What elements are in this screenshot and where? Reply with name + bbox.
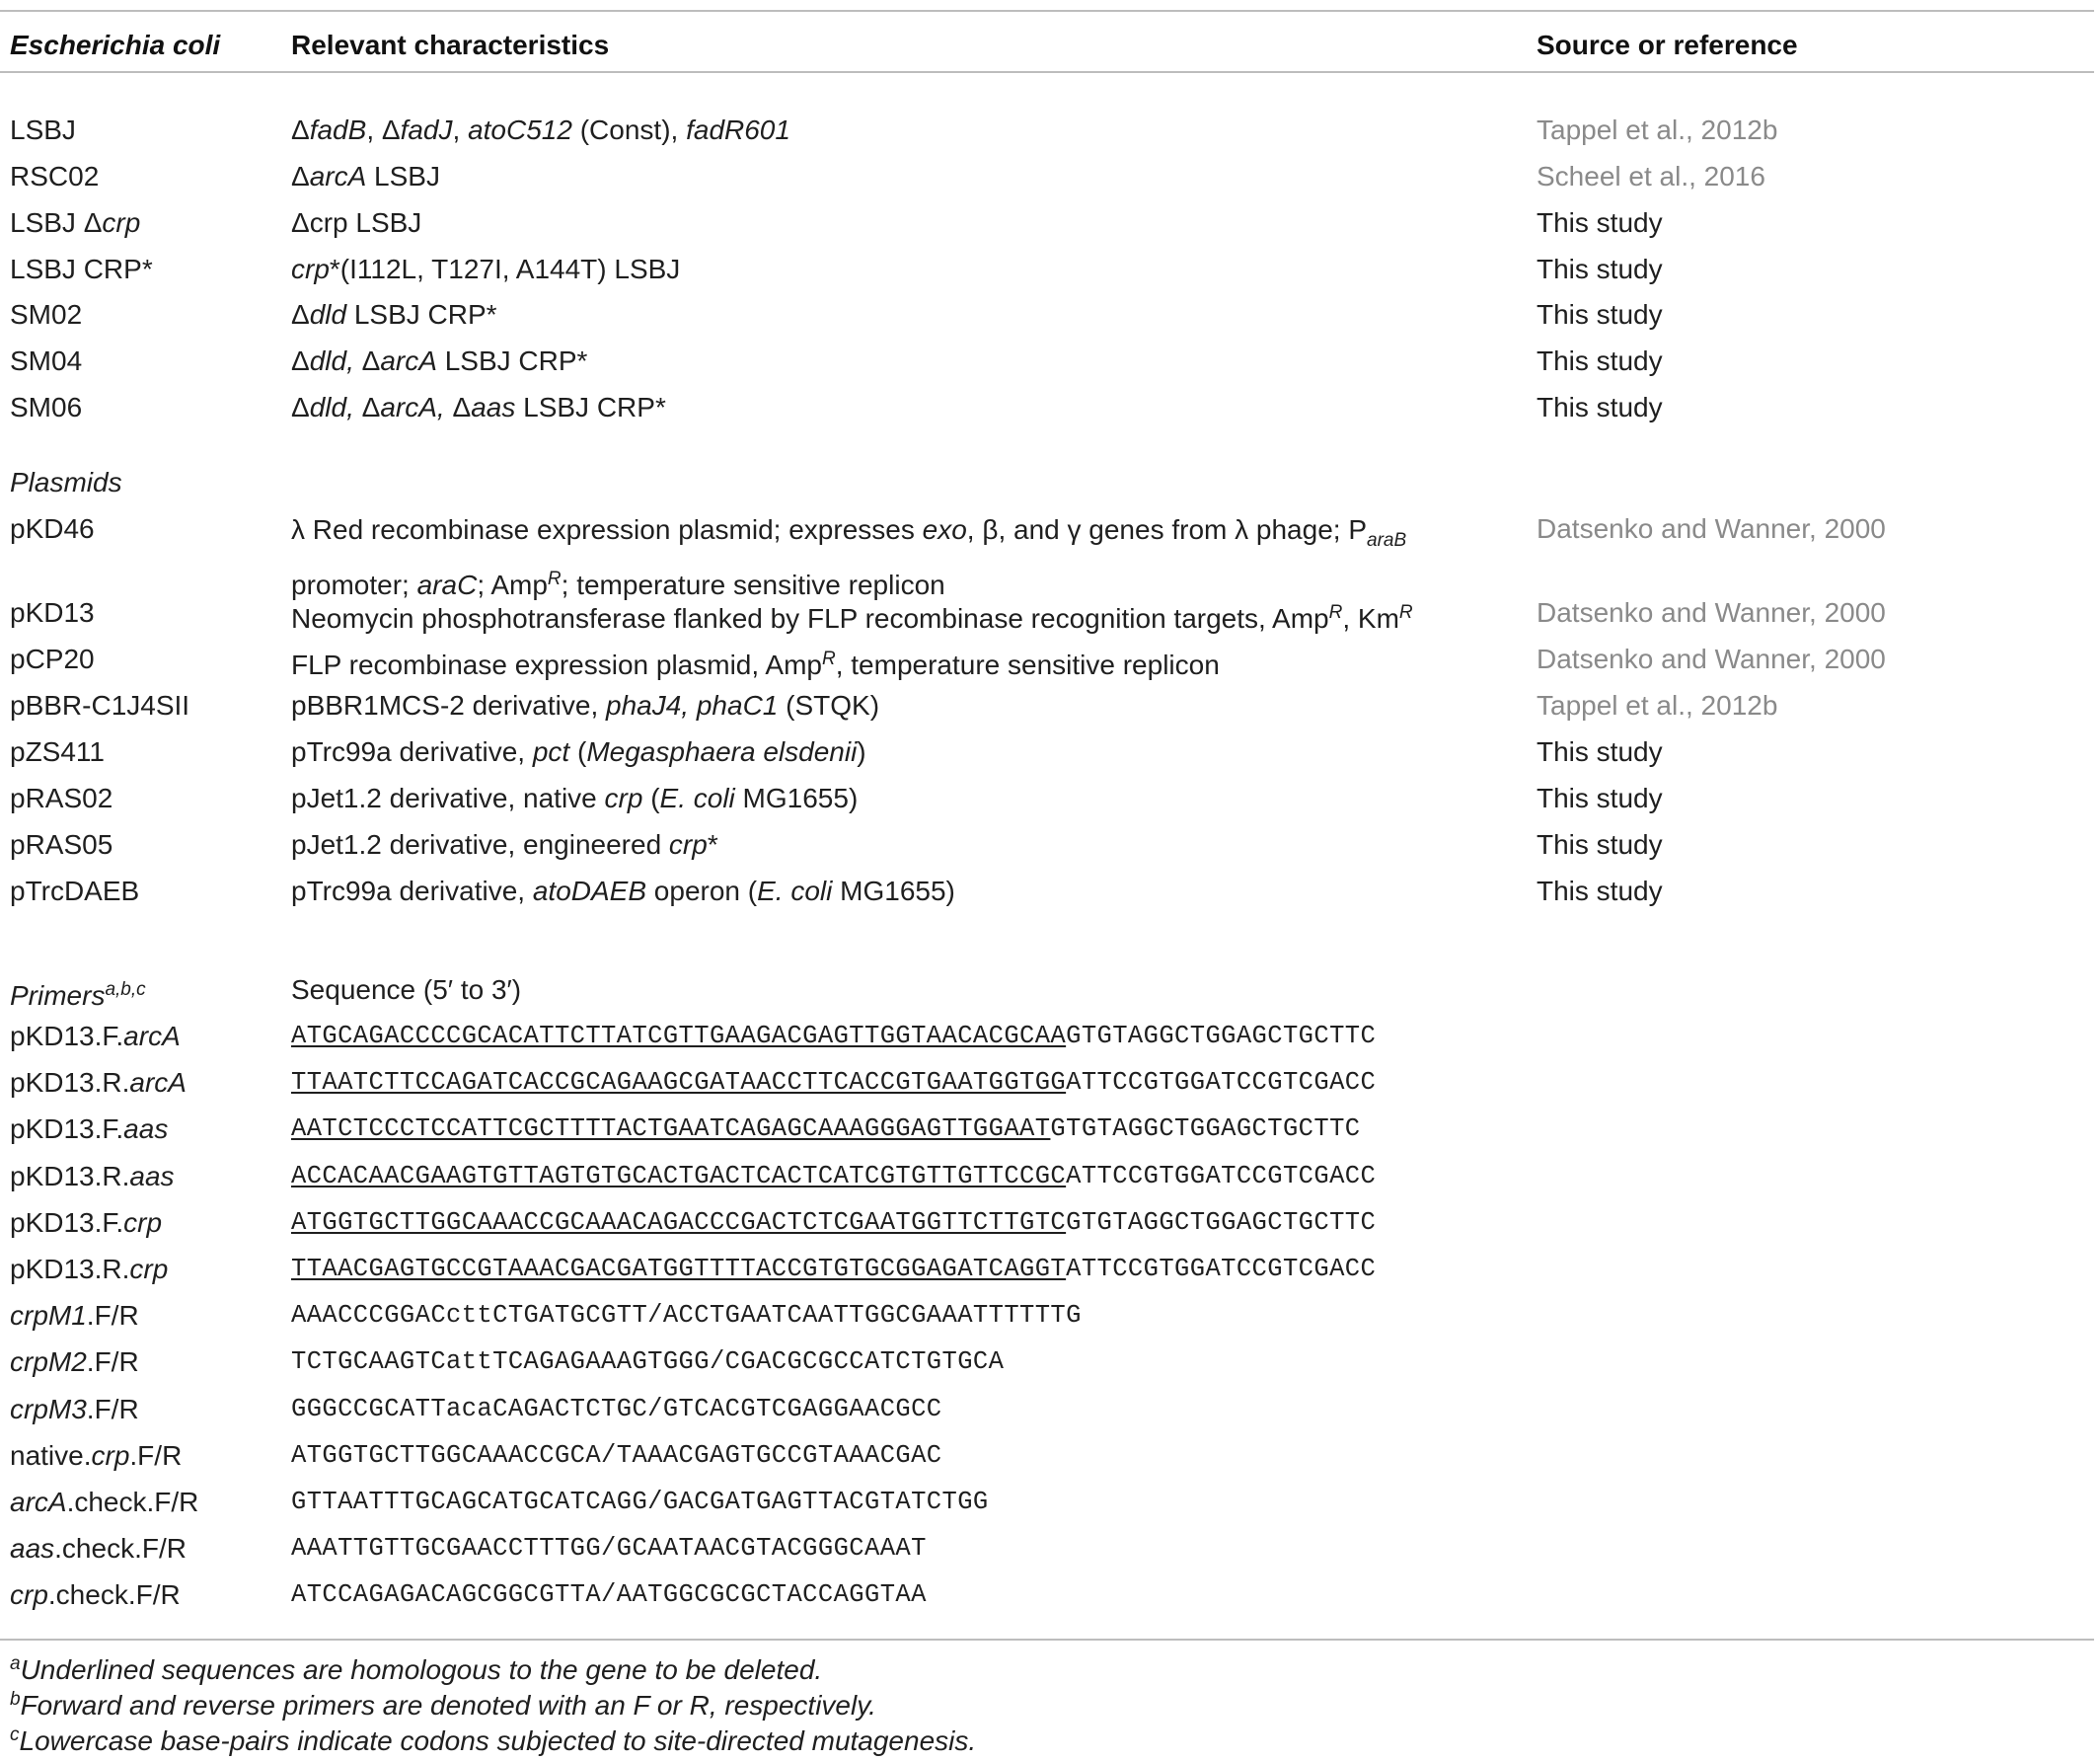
primer-sequence (291, 1153, 1376, 1200)
strain-characteristics-part: *(I112L, T127I, A144T) LSBJ (329, 254, 681, 284)
plasmid-characteristics-part: Neomycin phosphotransferase flanked by FLP recombinase recognition targets, Amp (291, 603, 1329, 634)
primer-name-part: crp (10, 1579, 48, 1611)
strain-reference: This study (1537, 299, 1663, 330)
primer-name-part: .check.F/R (66, 1487, 199, 1517)
plasmid-row (0, 505, 2094, 600)
plasmid-characteristics-part: , β, and γ genes from λ phage; P (966, 514, 1368, 545)
plasmid-characteristics-part: R (1398, 602, 1413, 623)
footnote-mark: a (10, 1653, 21, 1674)
primer-sequence (291, 1525, 927, 1572)
plasmid-characteristics-part: MG1655) (734, 783, 859, 813)
strain-row (0, 246, 2094, 293)
plasmid-characteristics-part: FLP recombinase expression plasmid, Amp (291, 650, 822, 680)
strain-characteristics-part: aas (471, 392, 516, 422)
primer-name-part: crpM3 (10, 1393, 87, 1424)
primer-name-part: pKD13.R. (10, 1067, 130, 1099)
primer-priming-site: ATTCCGTGGATCCGTCGACC (1066, 1161, 1377, 1190)
plasmids-heading-row (0, 459, 2094, 506)
primer-row (0, 1571, 2094, 1619)
strain-characteristics-part: arcA, (380, 392, 445, 422)
primer-name (10, 1571, 181, 1619)
plasmid-reference: This study (1537, 736, 1663, 767)
primer-sequence (291, 1386, 942, 1433)
primer-sequence (291, 1059, 1376, 1107)
primer-row (0, 1199, 2094, 1247)
primer-name-part: .F/R (129, 1439, 183, 1471)
strain-characteristics-part: Δ (291, 345, 310, 376)
plasmid-reference: Datsenko and Wanner, 2000 (1537, 644, 1886, 674)
plasmid-characteristics-part: MG1655) (832, 876, 955, 906)
plasmid-characteristics-part: araB (1367, 530, 1407, 551)
header-rule (0, 71, 2094, 73)
primer-name-part: crpM1 (10, 1300, 87, 1332)
strain-characteristics (291, 107, 790, 154)
primer-priming-site: ATTCCGTGGATCCGTCGACC (1066, 1255, 1377, 1283)
primer-homology-arm: TTAATCTTCCAGATCACCGCAGAAGCGATAACCTTCACCGTGAATGGTGG (291, 1068, 1067, 1098)
primer-sequence (291, 1571, 927, 1619)
plasmid-characteristics (291, 636, 1220, 689)
plasmid-characteristics-part: R (1328, 602, 1343, 623)
primer-priming-site: GTGTAGGCTGGAGCTGCTTC (1050, 1114, 1361, 1144)
strain-characteristics-part: arcA (380, 345, 437, 376)
plasmid-name: pKD46 (10, 513, 95, 544)
strain-characteristics (291, 338, 587, 385)
plasmid-characteristics (291, 868, 955, 915)
primers-heading-sup: a,b,c (105, 979, 146, 1000)
primer-name-part: pKD13.R. (10, 1254, 130, 1284)
primer-row (0, 1246, 2094, 1293)
strain-row (0, 384, 2094, 431)
primer-name-part: .check.F/R (47, 1579, 181, 1611)
primer-priming-site: ATCCAGAGACAGCGGCGTTA/AATGGCGCGCTACCAGGTAA (291, 1580, 927, 1610)
plasmid-characteristics (291, 589, 1413, 643)
plasmid-characteristics-part: phaJ4, phaC1 (606, 690, 779, 721)
plasmid-characteristics-part: ) (857, 736, 866, 767)
primer-name (10, 1013, 181, 1060)
plasmid-row (0, 589, 2094, 637)
primer-homology-arm: AATCTCCCTCCATTCGCTTTTACTGAATCAGAGCAAAGGGAGTTGGAAT (291, 1114, 1051, 1144)
plasmids-heading: Plasmids (10, 467, 122, 498)
primer-sequence (291, 1292, 1082, 1340)
plasmid-characteristics-part: R (547, 569, 562, 589)
plasmid-characteristics-part: exo (922, 514, 967, 545)
primer-row (0, 1292, 2094, 1340)
primer-name-part: arcA (10, 1487, 67, 1517)
strain-row (0, 153, 2094, 200)
primer-row (0, 1106, 2094, 1153)
header-col1: Escherichia coli (10, 30, 221, 60)
plasmid-row (0, 728, 2094, 776)
plasmid-characteristics (291, 821, 718, 869)
primer-priming-site: GTTAATTTGCAGCATGCATCAGG/GACGATGAGTTACGTATCTGG (291, 1488, 989, 1516)
plasmid-characteristics-part: ( (569, 736, 587, 767)
primer-name-part: pKD13.R. (10, 1160, 130, 1191)
primer-name-part: arcA (123, 1021, 181, 1051)
primer-name-part: aas (129, 1160, 175, 1191)
strain-characteristics-part: LSBJ (366, 161, 440, 191)
primer-sequence (291, 1339, 1004, 1386)
plasmid-characteristics-part: , Km (1342, 603, 1399, 634)
strain-characteristics-part: fadJ (400, 115, 453, 145)
primers-heading-label: Primers (10, 980, 106, 1011)
strain-characteristics-part: dld, (309, 345, 354, 376)
strain-row (0, 199, 2094, 247)
primers-heading (10, 966, 146, 1020)
strain-reference: This study (1537, 345, 1663, 376)
primer-name-part: aas (123, 1113, 169, 1145)
primer-name (10, 1153, 175, 1200)
primer-homology-arm: ATGGTGCTTGGCAAACCGCAAACAGACCCGACTCTCGAATGGTTCTTGTC (291, 1207, 1067, 1237)
strain-name: SM02 (10, 299, 83, 330)
primer-row (0, 1153, 2094, 1200)
footnote-text: Forward and reverse primers are denoted with an F or R, respectively. (20, 1690, 876, 1721)
primer-priming-site: GTGTAGGCTGGAGCTGCTTC (1066, 1022, 1377, 1050)
strain-name-part: crp (102, 207, 141, 238)
primer-name-part: aas (10, 1533, 55, 1565)
plasmid-name: pTrcDAEB (10, 876, 140, 906)
primer-sequence (291, 1479, 989, 1526)
primer-name-part: arcA (129, 1067, 187, 1099)
primer-name-part: crp (123, 1206, 163, 1238)
primer-row (0, 1432, 2094, 1480)
primer-homology-arm: ATGCAGACCCCGCACATTCTTATCGTTGAAGACGAGTTGGTAACACGCAA (291, 1022, 1067, 1050)
strain-characteristics (291, 291, 497, 339)
strain-characteristics-part: dld, (309, 392, 354, 422)
primer-name-part: crp (129, 1254, 169, 1284)
footnote-text: Lowercase base-pairs indicate codons subjected to site-directed mutagenesis. (19, 1725, 977, 1756)
plasmid-reference: This study (1537, 876, 1663, 906)
primer-homology-arm: ACCACAACGAAGTGTTAGTGTGCACTGACTCACTCATCGTGTTGTTCCGC (291, 1161, 1067, 1190)
primer-name-part: pKD13.F. (10, 1021, 124, 1051)
primer-row (0, 1525, 2094, 1572)
strain-reference: This study (1537, 254, 1663, 284)
strain-name: LSBJ CRP* (10, 254, 153, 284)
primer-row (0, 1386, 2094, 1433)
primer-priming-site: GGGCCGCATTacaCAGACTCTGC/GTCACGTCGAGGAACGCC (291, 1394, 942, 1423)
primers-heading-row (0, 966, 2094, 1014)
strain-characteristics-part: LSBJ CRP* (346, 299, 497, 330)
primer-priming-site: AAATTGTTGCGAACCTTTGG/GCAATAACGTACGGGCAAAT (291, 1534, 927, 1564)
strain-characteristics-part: Δcrp LSBJ (291, 207, 422, 238)
strain-reference: Scheel et al., 2016 (1537, 161, 1765, 191)
strain-reference: This study (1537, 207, 1663, 238)
plasmid-characteristics (291, 682, 879, 729)
plasmid-characteristics-part: , temperature sensitive replicon (835, 650, 1220, 680)
primer-name-part: .F/R (86, 1393, 139, 1424)
strain-name: LSBJ (10, 115, 76, 145)
strain-characteristics-part: Δ (291, 115, 310, 145)
plasmid-name: pZS411 (10, 736, 105, 767)
strain-row (0, 107, 2094, 154)
strain-characteristics-part: LSBJ CRP* (436, 345, 588, 376)
primer-name (10, 1246, 168, 1293)
plasmid-name: pBBR-C1J4SII (10, 690, 190, 721)
strain-characteristics-part: , (452, 115, 469, 145)
strain-name (10, 199, 140, 247)
primer-name (10, 1386, 139, 1433)
strain-characteristics (291, 199, 421, 247)
plasmid-name: pRAS05 (10, 829, 113, 860)
primer-sequence (291, 1246, 1376, 1293)
footnote-text: Underlined sequences are homologous to the gene to be deleted. (20, 1654, 823, 1685)
strain-name: SM06 (10, 392, 83, 422)
strain-reference: Tappel et al., 2012b (1537, 115, 1778, 145)
strain-characteristics-part: dld (309, 299, 347, 330)
plasmid-reference: Tappel et al., 2012b (1537, 690, 1778, 721)
plasmid-characteristics-part: ; Amp (477, 570, 548, 600)
primer-priming-site: ATGGTGCTTGGCAAACCGCA/TAAACGAGTGCCGTAAACGAC (291, 1440, 942, 1470)
primer-priming-site: TCTGCAAGTCattTCAGAGAAAGTGGG/CGACGCGCCATCTGTGCA (291, 1347, 1005, 1377)
plasmid-reference: Datsenko and Wanner, 2000 (1537, 597, 1886, 628)
plasmid-characteristics-part: ; temperature sensitive replicon (561, 570, 945, 600)
plasmid-characteristics-part: crp (604, 783, 643, 813)
plasmid-characteristics-part: crp (668, 829, 708, 860)
strain-name-part: LSBJ Δ (10, 207, 103, 238)
top-rule (0, 10, 2094, 12)
plasmid-name: pRAS02 (10, 783, 113, 813)
strain-characteristics (291, 153, 440, 200)
primer-priming-site: GTGTAGGCTGGAGCTGCTTC (1066, 1207, 1377, 1237)
strain-characteristics-part: , Δ (366, 115, 401, 145)
plasmid-characteristics-part: atoDAEB (532, 876, 647, 906)
strain-characteristics-part: Δ (444, 392, 472, 422)
plasmid-reference: This study (1537, 783, 1663, 813)
strain-characteristics-part: fadR601 (686, 115, 790, 145)
plasmid-characteristics-part: araC (416, 570, 478, 600)
plasmid-characteristics-part: operon ( (646, 876, 758, 906)
primer-name-part: .F/R (86, 1346, 139, 1378)
primer-name-part: native. (10, 1439, 92, 1471)
plasmid-characteristics (291, 775, 858, 822)
strain-name: SM04 (10, 345, 83, 376)
primer-name (10, 1106, 168, 1153)
plasmid-characteristics-part: pTrc99a derivative, (291, 736, 533, 767)
header-col3: Source or reference (1537, 30, 1798, 60)
plasmid-characteristics-part: ( (642, 783, 660, 813)
strain-reference: This study (1537, 392, 1663, 422)
primer-row (0, 1339, 2094, 1386)
plasmid-characteristics-part: promoter; (291, 570, 417, 600)
header-col2: Relevant characteristics (291, 30, 610, 60)
primer-name (10, 1432, 182, 1480)
strain-row (0, 291, 2094, 339)
header-row (0, 22, 2094, 69)
primer-name (10, 1059, 187, 1107)
plasmid-characteristics-part: pct (532, 736, 570, 767)
primer-sequence (291, 1013, 1376, 1060)
primer-sequence (291, 1432, 942, 1480)
strain-characteristics-part: Δ (353, 345, 381, 376)
strain-characteristics-part: LSBJ CRP* (515, 392, 666, 422)
strain-name: RSC02 (10, 161, 100, 191)
primer-name-part: pKD13.F. (10, 1206, 124, 1238)
plasmid-characteristics-part: pTrc99a derivative, (291, 876, 533, 906)
plasmid-characteristics-part: pJet1.2 derivative, engineered (291, 829, 669, 860)
primer-name-part: crpM2 (10, 1346, 87, 1378)
plasmid-row (0, 868, 2094, 915)
plasmid-name: pCP20 (10, 644, 95, 674)
primer-homology-arm: TTAACGAGTGCCGTAAACGACGATGGTTTTACCGTGTGCGGAGATCAGGT (291, 1255, 1067, 1283)
plasmid-row (0, 775, 2094, 822)
plasmid-characteristics-part: (STQK) (778, 690, 880, 721)
primer-name (10, 1525, 187, 1572)
primer-priming-site: ATTCCGTGGATCCGTCGACC (1066, 1068, 1377, 1098)
plasmid-characteristics-part: E. coli (757, 876, 833, 906)
primer-row (0, 1479, 2094, 1526)
primer-name (10, 1479, 198, 1526)
strain-characteristics-part: atoC512 (468, 115, 572, 145)
footnote-mark: b (10, 1689, 21, 1710)
footnote-mark: c (10, 1724, 20, 1745)
plasmid-row (0, 636, 2094, 683)
primer-row (0, 1059, 2094, 1107)
primer-name (10, 1199, 162, 1247)
plasmid-reference: This study (1537, 829, 1663, 860)
sequence-heading: Sequence (5′ to 3′) (291, 974, 522, 1005)
strain-characteristics-part: crp (291, 254, 330, 284)
footnote (10, 1716, 976, 1761)
strain-characteristics-part: arcA (309, 161, 367, 191)
plasmid-characteristics-part: * (707, 829, 718, 860)
plasmid-characteristics-part: R (821, 649, 836, 669)
primer-sequence (291, 1199, 1376, 1247)
plasmid-characteristics-part: Megasphaera elsdenii (586, 736, 858, 767)
strain-characteristics-part: Δ (291, 161, 310, 191)
primer-row (0, 1013, 2094, 1060)
plasmid-characteristics (291, 728, 866, 776)
primer-name-part: pKD13.F. (10, 1113, 124, 1145)
plasmid-characteristics-part: λ Red recombinase expression plasmid; expresses (291, 514, 923, 545)
plasmid-reference: Datsenko and Wanner, 2000 (1537, 513, 1886, 544)
plasmid-characteristics-part: pJet1.2 derivative, native (291, 783, 605, 813)
plasmid-row (0, 821, 2094, 869)
primer-priming-site: AAACCCGGACcttCTGATGCGTT/ACCTGAATCAATTGGCGAAATTTTTTG (291, 1301, 1082, 1331)
strain-characteristics-part: Δ (353, 392, 381, 422)
primer-name-part: .F/R (86, 1300, 139, 1332)
strain-characteristics-part: Δ (291, 392, 310, 422)
strain-row (0, 338, 2094, 385)
strain-characteristics (291, 246, 680, 293)
primer-sequence (291, 1106, 1360, 1153)
strain-characteristics (291, 384, 666, 431)
strain-characteristics-part: (Const), (571, 115, 687, 145)
plasmid-characteristics-part: E. coli (659, 783, 735, 813)
bottom-rule (0, 1639, 2094, 1641)
primer-name (10, 1292, 139, 1340)
primer-name-part: crp (91, 1439, 130, 1471)
primer-name-part: .check.F/R (54, 1533, 187, 1565)
plasmid-name: pKD13 (10, 597, 95, 628)
plasmid-characteristics-part: pBBR1MCS-2 derivative, (291, 690, 607, 721)
primer-name (10, 1339, 139, 1386)
strain-characteristics-part: fadB (309, 115, 367, 145)
plasmid-row (0, 682, 2094, 729)
strain-characteristics-part: Δ (291, 299, 310, 330)
